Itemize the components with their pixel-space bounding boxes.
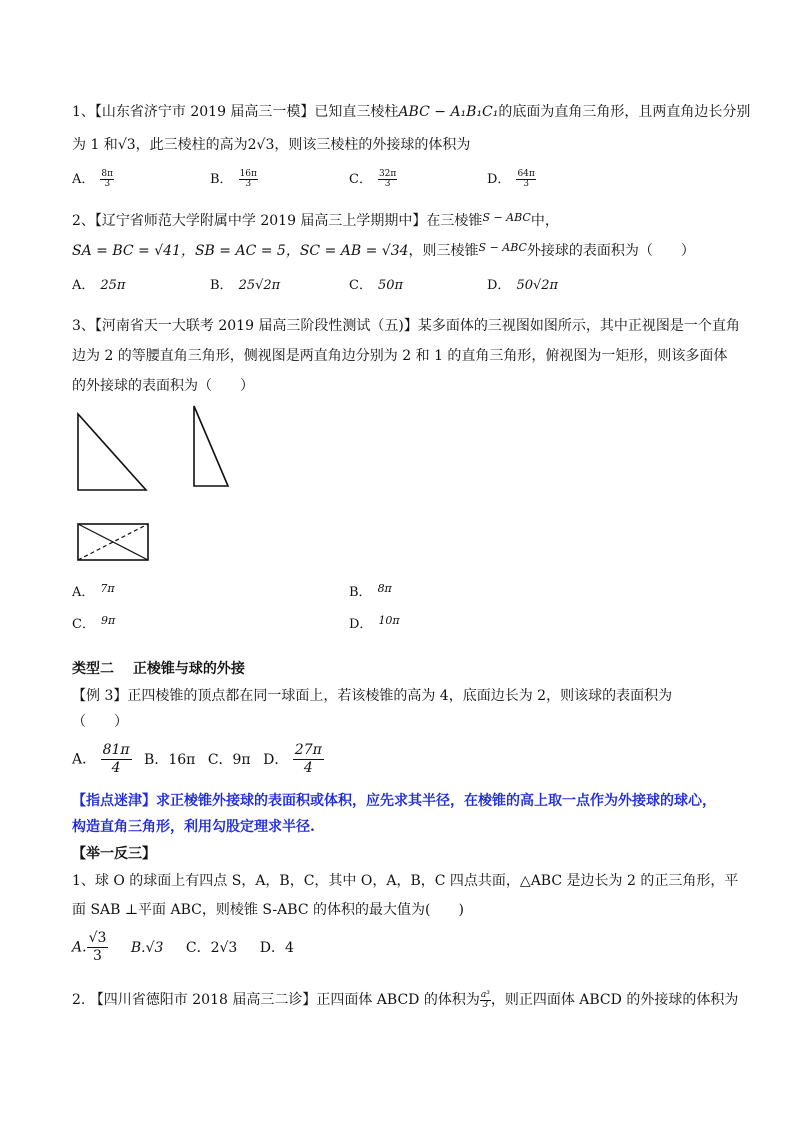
q3-line-1: [72, 316, 740, 336]
q1-text-b: ，此三棱柱的高为: [135, 137, 248, 153]
q1-text-tail: 的底面为直角三角形，且两直角边长分别: [498, 104, 751, 120]
section-title: 类型二 正棱锥与球的外接: [72, 661, 245, 677]
tip-text-2: 构造直角三角形，利用勾股定理求半径.: [72, 819, 315, 835]
option-value: 9π: [100, 614, 116, 627]
q2-line-1: [72, 208, 559, 231]
q2-pyramid: S − ABC: [482, 211, 531, 224]
fraction-num: 16π: [239, 169, 257, 179]
practice-heading: [72, 844, 156, 864]
q3-option-b: [349, 579, 392, 603]
option-a-den: 4: [111, 760, 121, 776]
option-label: A．: [72, 172, 95, 187]
option-label: A．: [72, 278, 95, 293]
practice-1-text-2: 面 SAB ⊥平面 ABC，则棱锥 S-ABC 的体积的最大值为( ): [72, 902, 464, 918]
q2-option-b: [210, 276, 280, 296]
option-c: C．2√3: [185, 939, 238, 956]
front-view-triangle: [72, 408, 152, 496]
q1-sqrt3: √3: [117, 137, 136, 153]
practice-2-line-1: [72, 990, 738, 1010]
q2-option-a: [72, 276, 125, 296]
fraction-num: 32π: [378, 169, 397, 179]
fraction-num: a³: [480, 989, 490, 1000]
practice-1-line-2: [72, 900, 464, 920]
option-label: B．: [210, 172, 233, 187]
q2-text-c: 外接球的表面积为（ ）: [526, 243, 695, 259]
option-label: C．: [349, 172, 372, 187]
option-label: C．: [349, 278, 372, 293]
fraction-den: 3: [245, 179, 252, 189]
option-value: 50√2π: [516, 278, 559, 293]
option-label: D．: [487, 278, 511, 293]
option-label: D．: [349, 617, 373, 632]
option-label: B．: [349, 585, 372, 600]
q1-text-c: ，则该三棱柱的外接球的体积为: [274, 137, 471, 153]
option-d-num: 27π: [294, 742, 322, 758]
q2-text: 2、【辽宁省师范大学附属中学 2019 届高三上学期期中】在三棱锥: [72, 213, 483, 229]
option-value: 50π: [377, 278, 404, 293]
q3-line-3: [72, 376, 254, 396]
example-3-line-2: [72, 712, 128, 732]
q1-option-c: [349, 170, 397, 190]
fraction-den: 3: [523, 179, 529, 189]
q1-text-a: 为 1 和: [72, 137, 118, 153]
option-a-label: A.: [72, 939, 87, 956]
option-value: 10π: [378, 614, 400, 627]
option-c: C．9π: [207, 751, 251, 768]
q3-text-3: 的外接球的表面积为（ ）: [72, 378, 254, 394]
q1-option-b: [210, 170, 258, 190]
fraction-den: 3: [104, 179, 111, 189]
q2-text-tail: 中，: [530, 213, 559, 229]
practice-1-line-1: [72, 871, 738, 891]
q1-height: 2√3: [247, 137, 275, 153]
option-label: C．: [72, 617, 95, 632]
option-a-den: 3: [93, 948, 102, 964]
example-3-options: [72, 742, 324, 777]
option-label: D．: [487, 172, 511, 187]
tip-text-1: 【指点迷津】求正棱锥外接球的表面积或体积，应先求其半径，在棱锥的高上取一点作为外接球的球心，: [72, 793, 716, 809]
practice-1-options: [72, 930, 294, 965]
q3-text-2: 边为 2 的等腰直角三角形，侧视图是两直角边分别为 2 和 1 的直角三角形，俯视图为一矩形，则该多面体: [72, 348, 728, 364]
tip-line-2: [72, 817, 315, 837]
option-value: 25√2π: [238, 278, 281, 293]
option-a-label: A．: [72, 751, 97, 768]
q3-option-d: [349, 611, 400, 635]
q2-pyramid-2: S − ABC: [478, 241, 527, 254]
option-d: D．4: [259, 939, 294, 956]
fraction-den: 3: [384, 179, 391, 189]
option-value: 7π: [100, 582, 115, 595]
q2-text-b: ，则三棱锥: [408, 243, 479, 259]
example-3-text: 【例 3】正四棱锥的顶点都在同一球面上，若该棱锥的高为 4，底面边长为 2，则该球的表面积为: [72, 688, 673, 704]
q3-text-1: 3、【河南省天一大联考 2019 届高三阶段性测试（五)】某多面体的三视图如图所示，其中正视图是一个直角: [72, 318, 740, 334]
q3-option-a: [72, 579, 115, 603]
option-label: B．: [210, 278, 233, 293]
option-value: 25π: [100, 278, 126, 293]
practice-1-text-1: 1、球 O 的球面上有四点 S，A，B，C，其中 O，A，B，C 四点共面，△ABC 是边长为 2 的正三角形，平: [72, 873, 739, 889]
option-d-den: 4: [303, 760, 313, 776]
practice-2-text: 2. 【四川省德阳市 2018 届高三二诊】正四面体 ABCD 的体积为: [72, 992, 480, 1008]
q3-line-2: [72, 346, 727, 366]
option-a-num: 81π: [102, 742, 130, 758]
fraction-num: 8π: [101, 169, 114, 179]
section-heading: [72, 659, 245, 679]
practice-title: 【举一反三】: [72, 846, 156, 862]
fraction-num: 64π: [517, 169, 535, 179]
q2-conditions: SA = BC = √41，SB = AC = 5，SC = AB = √34: [72, 243, 409, 259]
practice-2-tail: ，则正四面体 ABCD 的外接球的体积为: [490, 992, 739, 1008]
option-b: B．16π: [144, 751, 196, 768]
option-b: B.√3: [130, 939, 164, 956]
q1-line-1: [72, 102, 750, 122]
top-view-rectangle: [74, 520, 154, 564]
q2-option-d: [487, 276, 558, 296]
q2-line-2: [72, 238, 695, 261]
side-view-triangle: [188, 402, 234, 492]
q1-line-2: [72, 135, 470, 155]
option-a-num: √3: [88, 930, 107, 946]
q3-option-c: [72, 611, 115, 635]
q1-text: 1、【山东省济宁市 2019 届高三一模】已知直三棱柱: [72, 104, 399, 120]
tip-line-1: [72, 791, 716, 811]
option-label: A．: [72, 585, 95, 600]
option-value: 8π: [377, 582, 392, 595]
q1-option-a: [72, 170, 114, 190]
option-d-label: D．: [263, 751, 289, 768]
example-3-blank: （ ）: [72, 714, 128, 730]
q1-option-d: [487, 170, 536, 190]
fraction-den: 3: [482, 999, 489, 1010]
q1-prism: ABC − A₁B₁C₁: [398, 104, 499, 120]
q2-option-c: [349, 276, 403, 296]
example-3-line-1: [72, 686, 672, 706]
